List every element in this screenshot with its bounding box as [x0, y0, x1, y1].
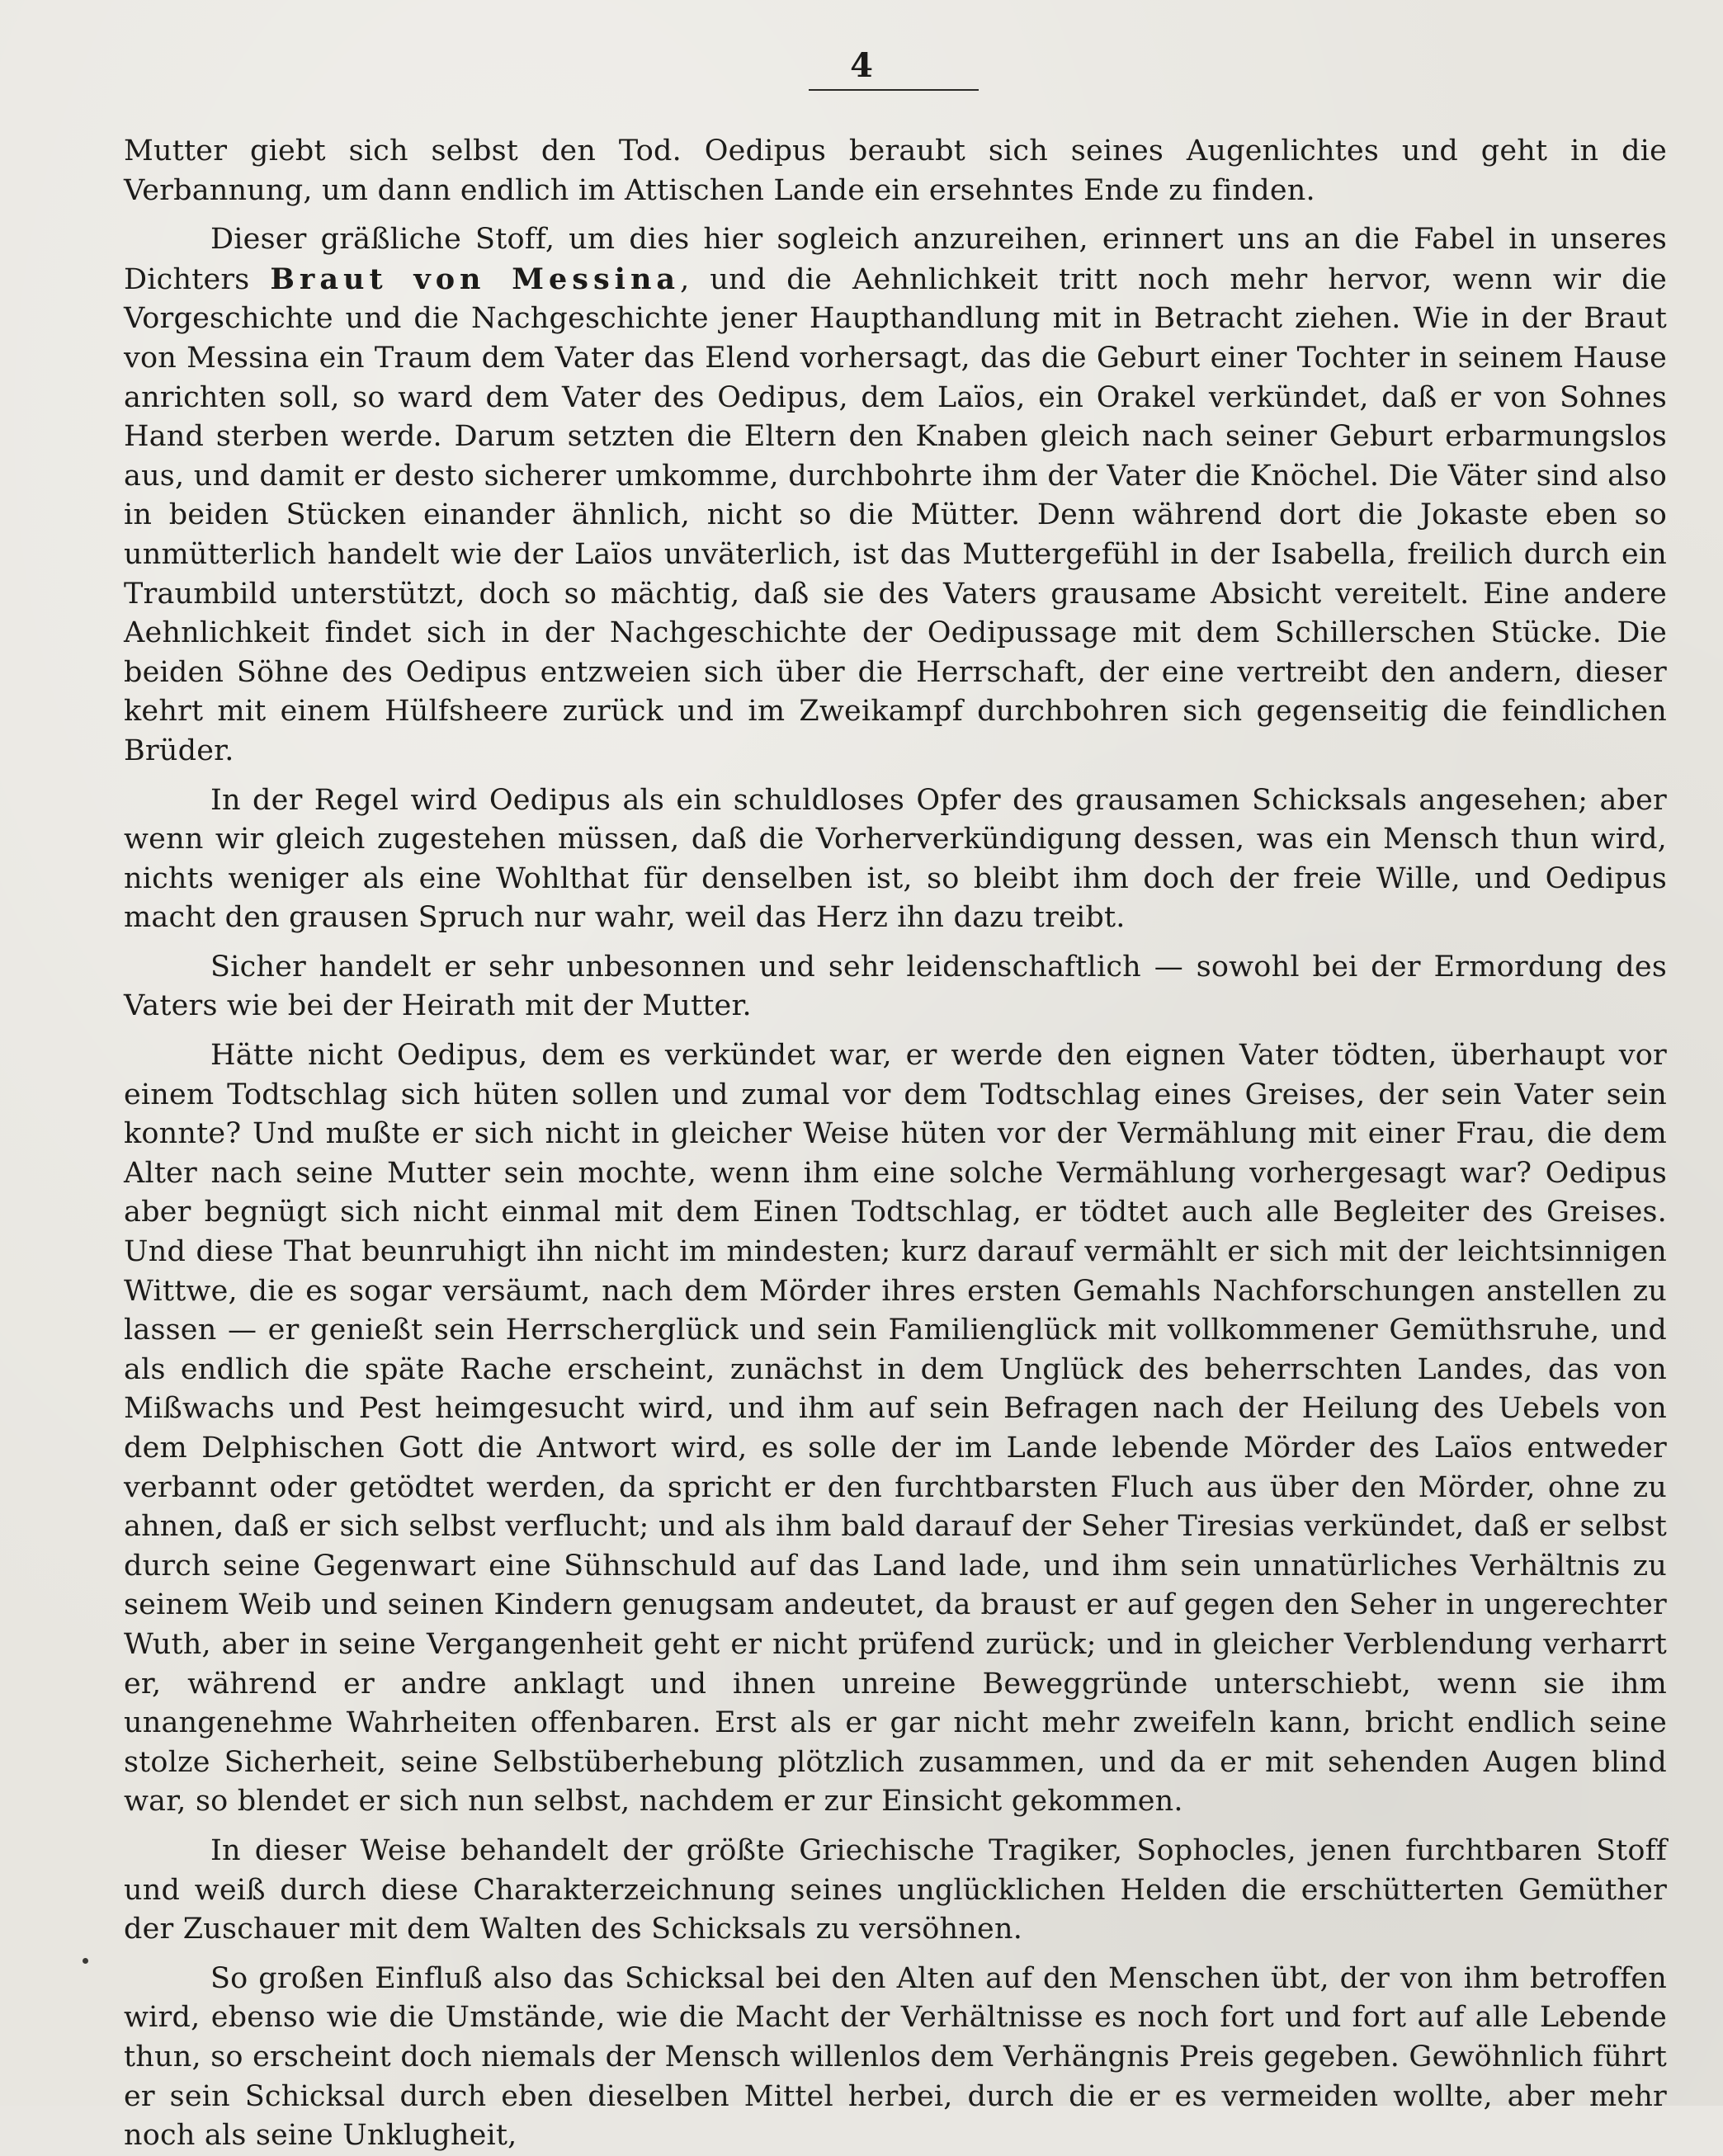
paragraph-5: Hätte nicht Oedipus, dem es verkündet war, er werde den eignen Vater tödten, überhaupt vor einem Todtschlag sich hüten sollen und zumal vor dem Todtschlag eines Greises, der sein Vater sein konnte? Und mußte er sich nicht in gleicher Weise hüten vor der Vermählung mit einer Frau, die dem Alter nach seine Mutter sein mochte, wenn ihm eine solche Vermählung vorhergesagt war? Oedipus aber begnügt sich nicht einmal mit dem Einen Todtschlag, er tödtet auch alle Begleiter des Greises. Und diese That beunruhigt ihn nicht im mindesten; kurz darauf vermählt er sich mit der leichtsinnigen Wittwe, die es sogar versäumt, nach dem Mörder ihres ersten Gemahls Nachforschungen anstellen zu lassen — er genießt sein Herrscherglück und sein Familienglück mit vollkommener Gemüthsruhe, und als endlich die späte Rache erscheint, zunächst in dem Unglück des beherrschten Landes, das von Mißwachs und Pest heimgesucht wird, und ihm auf sein Befragen nach der Heilung des Uebels von dem Delphischen Gott die Antwort wird, es solle der im Lande lebende Mörder des Laïos entweder verbannt oder getödtet werden, da spricht er den furchtbarsten Fluch aus über den Mörder, ohne zu ahnen, daß er sich selbst verflucht; und als ihm bald darauf der Seher Tiresias verkündet, daß er selbst durch seine Gegenwart eine Sühnschuld auf das Land lade, und ihm sein unnatürliches Verhältnis zu seinem Weib und seinen Kindern genugsam andeutet, da braust er auf gegen den Seher in ungerechter Wuth, aber in seine Vergangenheit geht er nicht prüfend zurück; und in gleicher Verblendung verharrt er, während er andre anklagt und ihnen unreine Beweggründe unterschiebt, wenn sie ihm unangenehme Wahrheiten offenbaren. Erst als er gar nicht mehr zweifeln kann, bricht endlich seine stolze Sicherheit, seine Selbstüberhebung plötzlich zusammen, und da er mit sehenden Augen blind war, so blendet er sich nun selbst, nachdem er zur Einsicht gekommen. — [124, 1039, 1667, 1819]
page-header — [0, 48, 1723, 84]
margin-mark — [83, 1958, 88, 1964]
paragraph-6: In dieser Weise behandelt der größte Griechische Tragiker, Sophocles, jenen furchtbaren Stoff und weiß durch diese Charakterzeichnung seines unglücklichen Helden die erschütterten Gemüther der Zuschauer mit dem Walten des Schicksals zu versöhnen. — [124, 1833, 1667, 1946]
emphasis-braut-von-messina: Braut von Messina — [270, 262, 681, 296]
paragraph-4: Sicher handelt er sehr unbesonnen und sehr leidenschaftlich — sowohl bei der Ermordung des Vaters wie bei der Heirath mit der Mutter. — [124, 950, 1667, 1023]
page-number: 4 — [850, 46, 873, 85]
paragraph-3: In der Regel wird Oedipus als ein schuldloses Opfer des grausamen Schicksals angesehen; aber wenn wir gleich zugestehen müssen, daß die Vorherverkündigung dessen, was ein Mensch thun wird, nichts weniger als eine Wohlthat für denselben ist, so bleibt ihm doch der freie Wille, und Oedipus macht den grausen Spruch nur wahr, weil das Herz ihn dazu treibt. — [124, 783, 1667, 935]
paragraph-2-before: Dieser gräßliche Stoff, um dies hier sogleich anzureihen, erinnert uns an die Fabel in unseres Dichters — [124, 223, 1667, 296]
header-rule — [809, 89, 979, 91]
paragraph-2-after: , und die Aehnlichkeit tritt noch mehr hervor, wenn wir die Vorgeschichte und die Nachgeschichte jener Haupthandlung mit in Betracht ziehen. Wie in der Braut von Messina ein Traum dem Vater das Elend vorhersagt, das die Geburt einer Tochter in seinem Hause anrichten soll, so ward dem Vater des Oedipus, dem Laïos, ein Orakel verkündet, daß er von Sohnes Hand sterben werde. Darum setzten die Eltern den Knaben gleich nach seiner Geburt erbarmungslos aus, und damit er desto sicherer umkomme, durchbohrte ihm der Vater die Knöchel. Die Väter sind also in beiden Stücken einander ähnlich, nicht so die Mütter. Denn während dort die Jokaste eben so unmütterlich handelt wie der Laïos unväterlich, ist das Muttergefühl in der Isabella, freilich durch ein Traumbild unterstützt, doch so mächtig, daß sie des Vaters grausame Absicht vereitelt. Eine andere Aehnlichkeit findet sich in der Nachgeschichte der Oedipussage mit dem Schillerschen Stücke. Die beiden Söhne des Oedipus entzweien sich über die Herrschaft, der eine vertreibt den andern, dieser kehrt mit einem Hülfsheere zurück und im Zweikampf durchbohren sich gegenseitig die feindlichen Brüder. — [124, 262, 1668, 767]
body-text — [124, 132, 1667, 2156]
paragraph-7: So großen Einfluß also das Schicksal bei den Alten auf den Menschen übt, der von ihm betroffen wird, ebenso wie die Umstände, wie die Macht der Verhältnisse es noch fort und fort auf alle Lebende thun, so erscheint doch niemals der Mensch willenlos dem Verhängnis Preis gegeben. Gewöhnlich führt er sein Schicksal durch eben dieselben Mittel herbei, durch die er es vermeiden wollte, aber mehr noch als seine Unklugheit, — [124, 1961, 1667, 2153]
paragraph-2 — [124, 220, 1667, 771]
paragraph-1: Mutter giebt sich selbst den Tod. Oedipus beraubt sich seines Augenlichtes und geht in die Verbannung, um dann endlich im Attischen Lande ein ersehntes Ende zu finden. — [124, 134, 1667, 207]
